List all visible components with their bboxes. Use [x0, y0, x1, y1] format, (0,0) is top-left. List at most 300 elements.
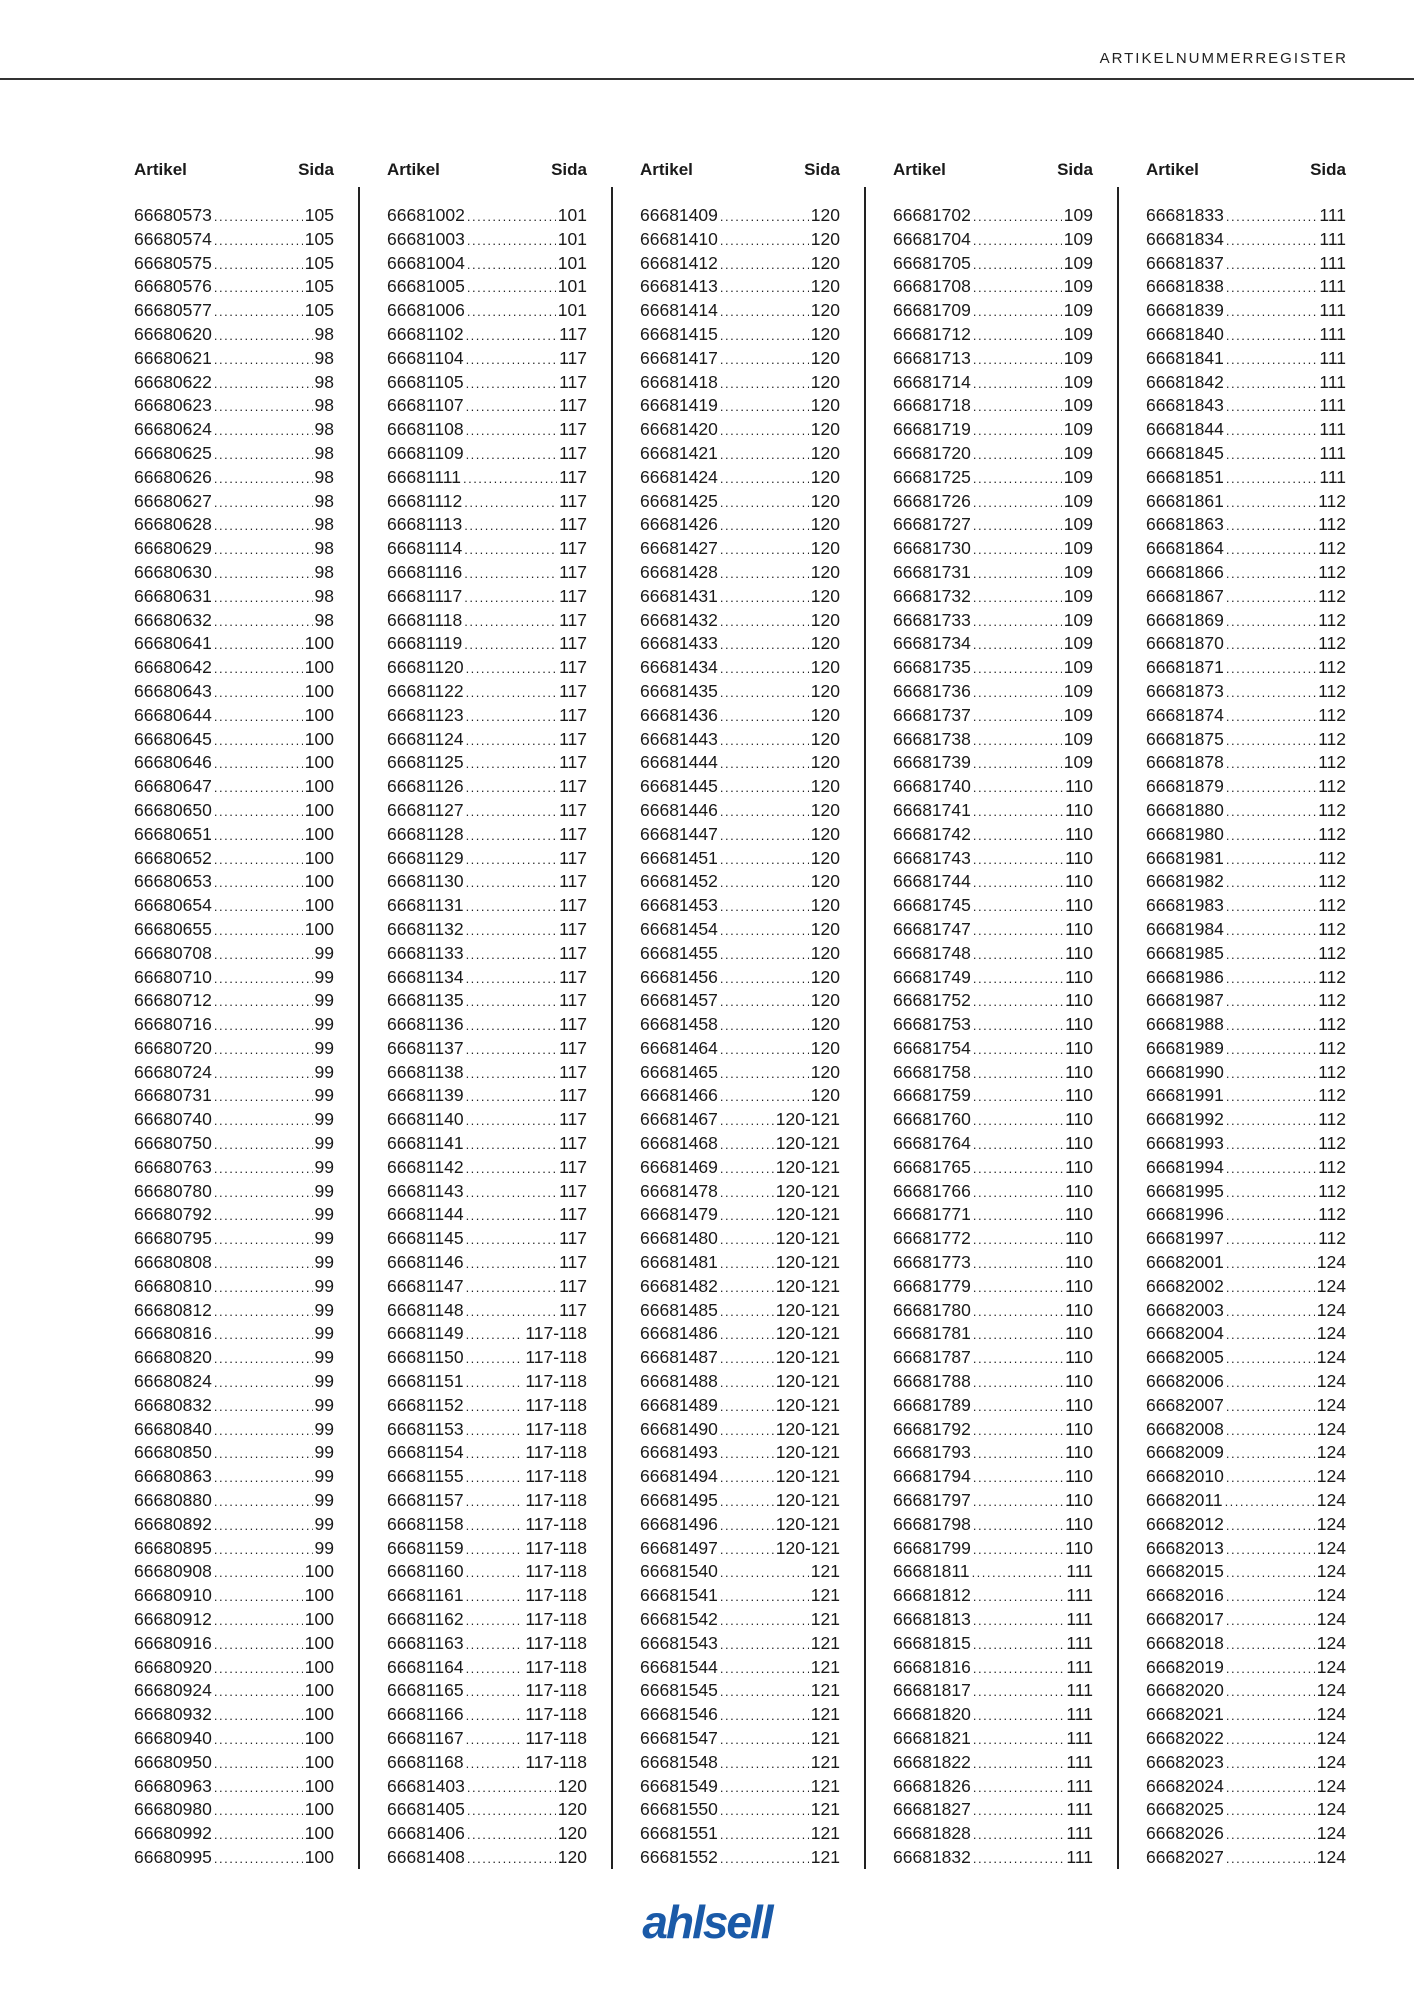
page-number: 121 [810, 1561, 840, 1582]
page-number: 112 [1318, 538, 1346, 559]
article-number: 66681764 [893, 1133, 971, 1154]
dot-leader [973, 657, 1062, 681]
dot-leader [214, 657, 303, 681]
dot-leader [1226, 491, 1316, 515]
article-number: 66681880 [1146, 799, 1224, 820]
index-row [1146, 1180, 1346, 1204]
index-row [387, 870, 587, 894]
index-row [640, 371, 840, 395]
article-number: 66681444 [640, 752, 718, 773]
article-number: 66681144 [387, 1204, 464, 1225]
index-row [134, 1346, 334, 1370]
page-number: 112 [1318, 776, 1346, 797]
article-number: 66681152 [387, 1394, 464, 1415]
index-row [893, 704, 1093, 728]
dot-leader [1226, 681, 1316, 705]
article-number: 66681109 [387, 442, 464, 463]
page-number: 99 [314, 1490, 334, 1511]
article-number: 66681736 [893, 680, 971, 701]
page-number: 109 [1063, 585, 1093, 606]
article-number: 66682012 [1146, 1513, 1224, 1534]
page-number: 109 [1063, 657, 1093, 678]
page-number: 121 [810, 1823, 840, 1844]
page-number: 112 [1318, 752, 1346, 773]
article-number: 66681417 [640, 347, 718, 368]
dot-leader [466, 681, 558, 705]
index-row [640, 537, 840, 561]
index-row [640, 1798, 840, 1822]
article-number: 66681798 [893, 1513, 971, 1534]
article-number: 66681983 [1146, 895, 1224, 916]
article-number: 66680963 [134, 1775, 212, 1796]
index-row [893, 632, 1093, 656]
article-number: 66681168 [387, 1751, 464, 1772]
article-number: 66681863 [1146, 514, 1224, 535]
article-number: 66682003 [1146, 1299, 1224, 1320]
article-number: 66681413 [640, 276, 718, 297]
dot-leader [466, 1371, 524, 1395]
dot-leader [466, 729, 558, 753]
page-number: 110 [1065, 1418, 1093, 1439]
article-number: 66681869 [1146, 609, 1224, 630]
article-number: 66681454 [640, 918, 718, 939]
page-number: 120 [810, 323, 840, 344]
index-row [387, 1132, 587, 1156]
dot-leader [1226, 1585, 1315, 1609]
index-row [134, 1037, 334, 1061]
index-row [1146, 1798, 1346, 1822]
article-number: 66681731 [893, 561, 971, 582]
dot-leader [214, 1847, 303, 1871]
article-number: 66681861 [1146, 490, 1224, 511]
index-row [387, 1489, 587, 1513]
page-number: 98 [314, 442, 334, 463]
dot-leader [1226, 1347, 1315, 1371]
dot-leader [466, 1323, 524, 1347]
article-number: 66681878 [1146, 752, 1224, 773]
article-number: 66681408 [387, 1846, 465, 1867]
page-number: 120-121 [775, 1228, 840, 1249]
dot-leader [214, 1157, 313, 1181]
index-row [134, 537, 334, 561]
index-row [893, 1322, 1093, 1346]
index-row [893, 275, 1093, 299]
page-number: 110 [1065, 847, 1093, 868]
article-number: 66681873 [1146, 680, 1224, 701]
article-number: 66682006 [1146, 1371, 1224, 1392]
page-number: 99 [314, 1418, 334, 1439]
dot-leader [467, 205, 556, 229]
dot-leader [973, 824, 1063, 848]
page-number: 100 [304, 871, 334, 892]
article-number: 66680740 [134, 1109, 212, 1130]
article-number: 66681137 [387, 1037, 464, 1058]
page-number: 109 [1063, 442, 1093, 463]
index-row [1146, 1608, 1346, 1632]
page-number: 110 [1065, 1371, 1093, 1392]
article-number: 66681004 [387, 252, 465, 273]
page-number: 117 [559, 990, 587, 1011]
dot-leader [720, 205, 809, 229]
article-number: 66681427 [640, 538, 718, 559]
article-number: 66681544 [640, 1656, 718, 1677]
page-number: 100 [304, 728, 334, 749]
article-number: 66681727 [893, 514, 971, 535]
dot-leader [214, 1181, 313, 1205]
index-row [640, 394, 840, 418]
article-number: 66681817 [893, 1680, 971, 1701]
page-number: 120-121 [775, 1133, 840, 1154]
index-row [640, 989, 840, 1013]
article-number: 66681981 [1146, 847, 1224, 868]
article-number: 66681403 [387, 1775, 465, 1796]
page-number: 112 [1318, 1180, 1346, 1201]
dot-leader [973, 1157, 1063, 1181]
index-row [640, 1608, 840, 1632]
article-number: 66680708 [134, 942, 212, 963]
article-number: 66681741 [893, 799, 971, 820]
article-number: 66680995 [134, 1846, 212, 1867]
index-row [893, 1370, 1093, 1394]
page-number: 100 [304, 1823, 334, 1844]
dot-leader [214, 1276, 313, 1300]
dot-leader [1226, 467, 1318, 491]
page-number: 99 [314, 1204, 334, 1225]
dot-leader [214, 538, 313, 562]
index-row [893, 870, 1093, 894]
dot-leader [720, 562, 809, 586]
article-number: 66681485 [640, 1299, 718, 1320]
article-number: 66681420 [640, 419, 718, 440]
index-row [640, 1156, 840, 1180]
index-row [640, 1822, 840, 1846]
article-number: 66681155 [387, 1466, 464, 1487]
column-divider [864, 187, 866, 1869]
index-row [640, 1584, 840, 1608]
article-number: 66681994 [1146, 1156, 1224, 1177]
index-row [134, 1560, 334, 1584]
dot-leader [464, 586, 557, 610]
page-number: 121 [810, 1846, 840, 1867]
index-row [387, 1346, 587, 1370]
page-number: 105 [304, 205, 334, 225]
dot-leader [464, 562, 557, 586]
article-number: 66681145 [387, 1228, 464, 1249]
dot-leader [973, 943, 1063, 967]
dot-leader [214, 443, 313, 467]
article-number: 66682016 [1146, 1585, 1224, 1606]
index-row [1146, 1560, 1346, 1584]
article-number: 66681482 [640, 1275, 718, 1296]
page-number: 105 [304, 228, 334, 249]
index-row [387, 1370, 587, 1394]
page-number: 112 [1318, 1204, 1346, 1225]
dot-leader [720, 1347, 774, 1371]
page-number: 99 [314, 966, 334, 987]
article-number: 66680932 [134, 1704, 212, 1725]
column-header-artikel: Artikel [640, 160, 693, 179]
page-header-title: ARTIKELNUMMERREGISTER [1099, 50, 1348, 67]
page-number: 99 [314, 1466, 334, 1487]
article-number: 66681737 [893, 704, 971, 725]
page-number: 109 [1063, 728, 1093, 749]
article-number: 66681982 [1146, 871, 1224, 892]
page-number: 111 [1319, 466, 1346, 487]
dot-leader [214, 610, 313, 634]
index-row [640, 1227, 840, 1251]
article-number: 66680650 [134, 799, 212, 820]
index-row [893, 918, 1093, 942]
dot-leader [1226, 1776, 1315, 1800]
index-row [134, 728, 334, 752]
dot-leader [466, 1609, 524, 1633]
page-number: 112 [1318, 918, 1346, 939]
page-number: 112 [1318, 561, 1346, 582]
dot-leader [720, 1728, 809, 1752]
article-number: 66682024 [1146, 1775, 1224, 1796]
index-row [893, 1798, 1093, 1822]
article-number: 66681759 [893, 1085, 971, 1106]
article-number: 66681127 [387, 799, 464, 820]
index-row [1146, 371, 1346, 395]
page-number: 124 [1316, 1537, 1346, 1558]
article-number: 66681766 [893, 1180, 971, 1201]
index-row [387, 1037, 587, 1061]
dot-leader [720, 1133, 774, 1157]
dot-leader [720, 1204, 774, 1228]
page-number: 124 [1316, 1751, 1346, 1772]
index-row [1146, 1441, 1346, 1465]
article-number: 66680980 [134, 1799, 212, 1820]
index-row [1146, 1656, 1346, 1680]
article-number: 66681984 [1146, 918, 1224, 939]
article-number: 66681465 [640, 1061, 718, 1082]
column-header-artikel: Artikel [1146, 160, 1199, 179]
column-header [134, 155, 334, 185]
article-number: 66682010 [1146, 1466, 1224, 1487]
article-number: 66681709 [893, 300, 971, 321]
page-number: 100 [304, 704, 334, 725]
dot-leader [1226, 610, 1316, 634]
article-number: 66680895 [134, 1537, 212, 1558]
dot-leader [1226, 895, 1316, 919]
page-number: 111 [1319, 228, 1346, 249]
dot-leader [1226, 1038, 1316, 1062]
dot-leader [973, 752, 1062, 776]
index-row [387, 1108, 587, 1132]
page-number: 100 [304, 633, 334, 654]
dot-leader [720, 1823, 809, 1847]
page-number: 120-121 [775, 1323, 840, 1344]
index-row [387, 823, 587, 847]
page-number: 112 [1318, 585, 1346, 606]
dot-leader [1226, 1657, 1315, 1681]
index-row [1146, 1013, 1346, 1037]
index-row [1146, 1084, 1346, 1108]
page-number: 110 [1065, 942, 1093, 963]
index-row [640, 680, 840, 704]
article-number: 66681844 [1146, 419, 1224, 440]
index-row [1146, 1775, 1346, 1799]
article-number: 66681415 [640, 323, 718, 344]
page-number: 117 [559, 1299, 587, 1320]
index-row [640, 1322, 840, 1346]
index-row [387, 1013, 587, 1037]
dot-leader [466, 1228, 558, 1252]
page-number: 121 [810, 1704, 840, 1725]
dot-leader [973, 419, 1062, 443]
index-row [1146, 1251, 1346, 1275]
dot-leader [720, 1014, 809, 1038]
dot-leader [1226, 657, 1316, 681]
article-number: 66681712 [893, 323, 971, 344]
dot-leader [973, 1776, 1065, 1800]
dot-leader [973, 1252, 1063, 1276]
index-row [893, 1679, 1093, 1703]
index-row [134, 1203, 334, 1227]
page-number: 124 [1316, 1846, 1346, 1867]
index-row [1146, 1703, 1346, 1727]
dot-leader [466, 919, 558, 943]
dot-leader [973, 1609, 1065, 1633]
index-row [134, 585, 334, 609]
article-number: 66681446 [640, 799, 718, 820]
article-number: 66681455 [640, 942, 718, 963]
article-number: 66682019 [1146, 1656, 1224, 1677]
page-number: 124 [1316, 1585, 1346, 1606]
dot-leader [720, 848, 809, 872]
page-number: 120-121 [775, 1371, 840, 1392]
page-number: 110 [1065, 1275, 1093, 1296]
page-number: 111 [1319, 442, 1346, 463]
dot-leader [973, 895, 1063, 919]
index-row [134, 966, 334, 990]
dot-leader [973, 586, 1062, 610]
index-row [387, 1775, 587, 1799]
index-row [1146, 942, 1346, 966]
article-number: 66681738 [893, 728, 971, 749]
index-row [134, 1846, 334, 1870]
dot-leader [973, 681, 1062, 705]
article-number: 66681547 [640, 1728, 718, 1748]
dot-leader [1226, 1133, 1316, 1157]
article-number: 66681726 [893, 490, 971, 511]
page-number: 120-121 [775, 1275, 840, 1296]
page-number: 117 [559, 895, 587, 916]
page-number: 124 [1316, 1680, 1346, 1701]
column-divider [611, 187, 613, 1869]
index-row [387, 1703, 587, 1727]
index-row [134, 1180, 334, 1204]
dot-leader [720, 1633, 809, 1657]
index-row [1146, 299, 1346, 323]
page-number: 117 [559, 1252, 587, 1273]
index-row [387, 394, 587, 418]
dot-leader [1226, 372, 1318, 396]
dot-leader [973, 1276, 1063, 1300]
dot-leader [720, 871, 809, 895]
article-number: 66681828 [893, 1823, 971, 1844]
page-number: 99 [314, 1014, 334, 1035]
index-row [134, 799, 334, 823]
dot-leader [720, 824, 809, 848]
page-number: 111 [1066, 1728, 1093, 1748]
article-number: 66680626 [134, 466, 212, 487]
dot-leader [466, 1109, 558, 1133]
page-number: 120 [810, 419, 840, 440]
dot-leader [973, 610, 1062, 634]
article-number: 66681428 [640, 561, 718, 582]
article-number: 66681725 [893, 466, 971, 487]
dot-leader [214, 1300, 313, 1324]
dot-leader [1226, 1204, 1316, 1228]
page-number: 100 [304, 1632, 334, 1653]
article-number: 66681990 [1146, 1061, 1224, 1082]
article-number: 66681797 [893, 1490, 971, 1511]
dot-leader [466, 324, 558, 348]
dot-leader [214, 1776, 303, 1800]
article-number: 66681113 [387, 514, 463, 535]
page-number: 98 [314, 419, 334, 440]
index-row [893, 537, 1093, 561]
index-row [387, 1513, 587, 1537]
index-row [893, 989, 1093, 1013]
article-number: 66681548 [640, 1751, 718, 1772]
index-row [893, 1751, 1093, 1775]
index-row [1146, 394, 1346, 418]
page-number: 100 [304, 1751, 334, 1772]
index-row [640, 490, 840, 514]
index-row [893, 418, 1093, 442]
dot-leader [973, 491, 1062, 515]
page-number: 124 [1316, 1252, 1346, 1273]
index-row [640, 466, 840, 490]
article-number: 66680642 [134, 657, 212, 678]
index-row [893, 1084, 1093, 1108]
dot-leader [467, 276, 556, 300]
index-row [640, 561, 840, 585]
dot-leader [720, 538, 809, 562]
dot-leader [720, 776, 809, 800]
index-row [134, 1299, 334, 1323]
index-row [640, 728, 840, 752]
article-number: 66682008 [1146, 1418, 1224, 1439]
dot-leader [973, 1752, 1065, 1776]
page-number: 109 [1063, 276, 1093, 297]
article-number: 66681739 [893, 752, 971, 773]
page-number: 111 [1319, 395, 1346, 416]
article-number: 66681742 [893, 823, 971, 844]
index-row [640, 1013, 840, 1037]
article-number: 66680863 [134, 1466, 212, 1487]
dot-leader [973, 1395, 1063, 1419]
page-number: 110 [1065, 1156, 1093, 1177]
dot-leader [466, 1419, 524, 1443]
dot-leader [214, 1442, 313, 1466]
page-number: 120 [810, 490, 840, 511]
dot-leader [1226, 348, 1318, 372]
article-number: 66681980 [1146, 823, 1224, 844]
index-row [893, 1203, 1093, 1227]
article-number: 66681493 [640, 1442, 718, 1463]
index-row [893, 1156, 1093, 1180]
index-row [1146, 1132, 1346, 1156]
page-number: 117 [559, 1014, 587, 1035]
page-number: 98 [314, 585, 334, 606]
index-row [640, 1084, 840, 1108]
page-number: 117 [559, 1275, 587, 1296]
index-row [893, 823, 1093, 847]
